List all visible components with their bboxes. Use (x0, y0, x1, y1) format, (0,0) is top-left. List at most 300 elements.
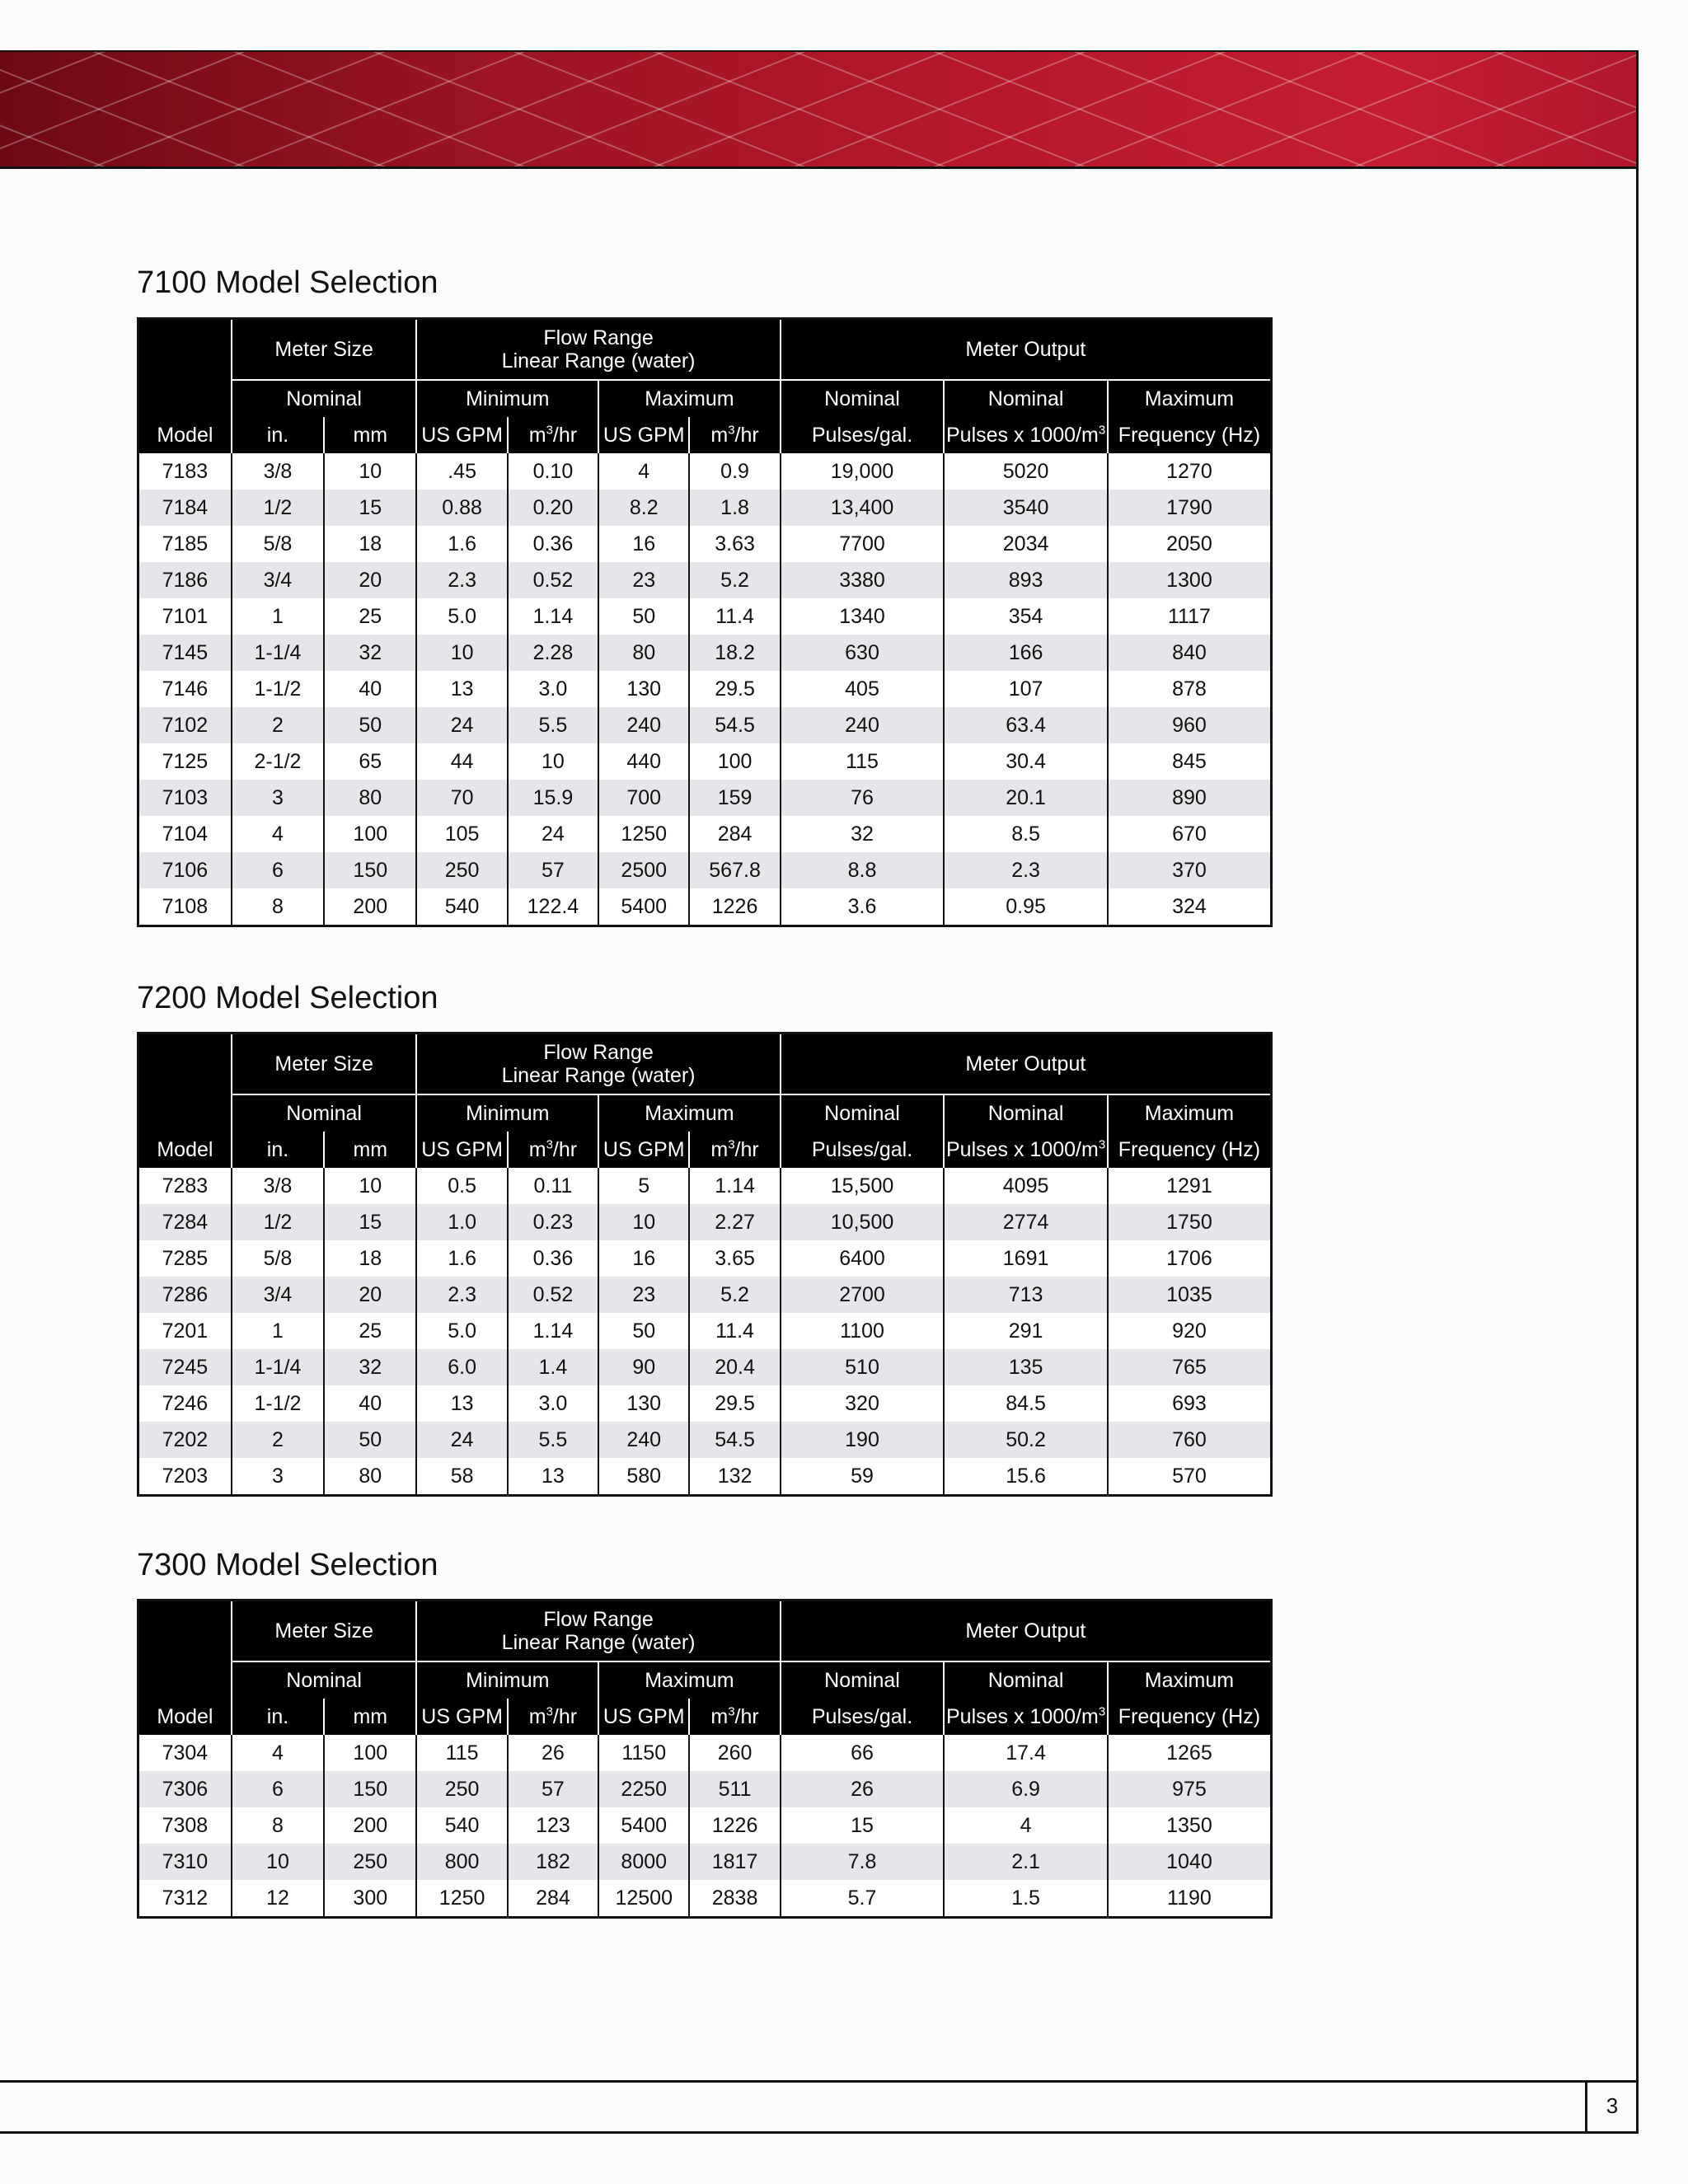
pulses-m3-cell: 15.6 (944, 1458, 1108, 1496)
pulses-m3-header: Pulses x $1000/m^3$ (944, 1699, 1108, 1735)
frequency-cell: 1265 (1108, 1735, 1272, 1771)
frequency-cell: 1270 (1108, 453, 1272, 490)
max-m3hr-cell: 1226 (689, 888, 780, 926)
model-cell: 7106 (138, 852, 232, 888)
min-gpm-header: US GPM (416, 1699, 507, 1735)
pulses-gal-cell: 115 (781, 743, 945, 780)
min-gpm-cell: 250 (416, 1771, 507, 1807)
frequency-cell: 1790 (1108, 490, 1272, 526)
pulses-m3-header: Pulses x $1000/m^3$ (944, 1132, 1108, 1168)
model-header-blank (138, 1661, 232, 1699)
max-gpm-header: US GPM (598, 1132, 689, 1168)
min-m3hr-cell: 0.52 (508, 1277, 598, 1313)
frequency-cell: 890 (1108, 780, 1272, 816)
pulses-m3-cell: 2.3 (944, 852, 1108, 888)
min-gpm-cell: 1.0 (416, 1204, 507, 1240)
min-gpm-cell: 10 (416, 635, 507, 671)
model-selection-table (137, 1599, 1273, 1919)
model-cell: 7203 (138, 1458, 232, 1496)
frequency-cell: 693 (1108, 1385, 1272, 1422)
model-cell: 7185 (138, 526, 232, 562)
pulses-gal-cell: 7.8 (781, 1844, 945, 1880)
min-gpm-header: US GPM (416, 417, 507, 453)
nominal-output-header: Nominal (781, 1094, 945, 1132)
pulses-gal-cell: 32 (781, 816, 945, 852)
pulses-m3-cell: 166 (944, 635, 1108, 671)
table-row (138, 743, 1272, 780)
pulses-gal-cell: 3380 (781, 562, 945, 598)
max-gpm-cell: 8.2 (598, 490, 689, 526)
frequency-cell: 840 (1108, 635, 1272, 671)
minimum-flow-header: Minimum (416, 380, 598, 417)
table-row (138, 526, 1272, 562)
max-gpm-cell: 23 (598, 1277, 689, 1313)
page-border-right (1636, 50, 1639, 2134)
model-cell: 7104 (138, 816, 232, 852)
pulses-m3-cell: 20.1 (944, 780, 1108, 816)
min-m3hr-cell: 0.23 (508, 1204, 598, 1240)
model-header: Model (138, 1699, 232, 1735)
min-gpm-cell: 1.6 (416, 1240, 507, 1277)
pulses-m3-cell: 30.4 (944, 743, 1108, 780)
pulses-gal-cell: 1100 (781, 1313, 945, 1349)
frequency-cell: 1040 (1108, 1844, 1272, 1880)
size-in-cell: 4 (232, 816, 324, 852)
max-m3hr-cell: 2838 (689, 1880, 780, 1918)
min-gpm-cell: 5.0 (416, 598, 507, 635)
pattern-line (0, 50, 107, 168)
size-mm-cell: 50 (324, 1422, 416, 1458)
nominal-output-header: Nominal (944, 1094, 1108, 1132)
size-in-cell: 1-1/4 (232, 1349, 324, 1385)
pulses-m3-cell: 63.4 (944, 707, 1108, 743)
max-m3hr-cell: 0.9 (689, 453, 780, 490)
frequency-cell: 878 (1108, 671, 1272, 707)
max-m3hr-cell: 260 (689, 1735, 780, 1771)
frequency-cell: 845 (1108, 743, 1272, 780)
model-cell: 7145 (138, 635, 232, 671)
pulses-gal-cell: 6400 (781, 1240, 945, 1277)
pulses-m3-cell: 1691 (944, 1240, 1108, 1277)
min-gpm-cell: 540 (416, 888, 507, 926)
size-in-cell: 3 (232, 1458, 324, 1496)
diamond-pattern (0, 50, 1639, 168)
min-gpm-cell: 6.0 (416, 1349, 507, 1385)
table-row (138, 1313, 1272, 1349)
max-gpm-header: US GPM (598, 417, 689, 453)
model-header: Model (138, 417, 232, 453)
min-gpm-cell: 24 (416, 707, 507, 743)
minimum-flow-header: Minimum (416, 1661, 598, 1699)
size-in-cell: 8 (232, 1807, 324, 1844)
frequency-cell: 2050 (1108, 526, 1272, 562)
max-m3hr-header: $m^3/hr$ (689, 417, 780, 453)
pattern-line (0, 50, 107, 168)
model-cell: 7125 (138, 743, 232, 780)
max-gpm-cell: 5400 (598, 888, 689, 926)
max-m3hr-cell: 18.2 (689, 635, 780, 671)
model-cell: 7306 (138, 1771, 232, 1807)
model-cell: 7246 (138, 1385, 232, 1422)
size-mm-cell: 200 (324, 1807, 416, 1844)
mm-header: mm (324, 417, 416, 453)
pulses-m3-cell: 0.95 (944, 888, 1108, 926)
size-in-cell: 1/2 (232, 490, 324, 526)
max-gpm-cell: 130 (598, 671, 689, 707)
maximum-output-header: Maximum (1108, 1094, 1272, 1132)
min-m3hr-cell: 15.9 (508, 780, 598, 816)
max-gpm-cell: 130 (598, 1385, 689, 1422)
table-row (138, 816, 1272, 852)
table-row (138, 453, 1272, 490)
max-m3hr-cell: 29.5 (689, 1385, 780, 1422)
table-row (138, 707, 1272, 743)
page-border-top (0, 50, 1639, 52)
model-header: Model (138, 1132, 232, 1168)
size-in-cell: 8 (232, 888, 324, 926)
nominal-size-header: Nominal (232, 1661, 417, 1699)
pulses-gal-cell: 1340 (781, 598, 945, 635)
pulses-gal-cell: 19,000 (781, 453, 945, 490)
max-gpm-cell: 240 (598, 707, 689, 743)
max-gpm-cell: 240 (598, 1422, 689, 1458)
max-gpm-cell: 5400 (598, 1807, 689, 1844)
model-cell: 7308 (138, 1807, 232, 1844)
min-m3hr-cell: 0.10 (508, 453, 598, 490)
model-cell: 7201 (138, 1313, 232, 1349)
min-gpm-cell: 1.6 (416, 526, 507, 562)
maximum-flow-header: Maximum (598, 380, 781, 417)
table-row (138, 780, 1272, 816)
model-selection-table (137, 1032, 1273, 1497)
max-m3hr-cell: 1817 (689, 1844, 780, 1880)
pulses-gal-cell: 8.8 (781, 852, 945, 888)
min-gpm-cell: 58 (416, 1458, 507, 1496)
max-gpm-cell: 16 (598, 1240, 689, 1277)
meter-size-header: Meter Size (232, 1601, 417, 1662)
pulses-m3-cell: 107 (944, 671, 1108, 707)
pulses-m3-cell: 8.5 (944, 816, 1108, 852)
max-gpm-cell: 2250 (598, 1771, 689, 1807)
pulses-m3-cell: 291 (944, 1313, 1108, 1349)
frequency-cell: 1291 (1108, 1168, 1272, 1204)
size-mm-cell: 250 (324, 1844, 416, 1880)
pulses-gal-header: Pulses/gal. (781, 417, 945, 453)
max-m3hr-cell: 132 (689, 1458, 780, 1496)
frequency-cell: 1750 (1108, 1204, 1272, 1240)
pulses-gal-cell: 2700 (781, 1277, 945, 1313)
nominal-size-header: Nominal (232, 1094, 417, 1132)
size-mm-cell: 65 (324, 743, 416, 780)
frequency-cell: 670 (1108, 816, 1272, 852)
min-m3hr-header: $m^3/hr$ (508, 1132, 598, 1168)
frequency-cell: 920 (1108, 1313, 1272, 1349)
model-cell: 7286 (138, 1277, 232, 1313)
pulses-m3-header: Pulses x $1000/m^3$ (944, 417, 1108, 453)
pulses-m3-cell: 354 (944, 598, 1108, 635)
min-gpm-cell: 1250 (416, 1880, 507, 1918)
pulses-gal-cell: 10,500 (781, 1204, 945, 1240)
pattern-line (1492, 50, 1639, 168)
size-in-cell: 2-1/2 (232, 743, 324, 780)
max-gpm-cell: 4 (598, 453, 689, 490)
table-row (138, 490, 1272, 526)
pattern-line (0, 50, 247, 168)
pulses-gal-cell: 59 (781, 1458, 945, 1496)
min-gpm-cell: 24 (416, 1422, 507, 1458)
size-in-cell: 3/4 (232, 1277, 324, 1313)
table-row (138, 852, 1272, 888)
table-row (138, 1735, 1272, 1771)
min-gpm-cell: .45 (416, 453, 507, 490)
min-m3hr-cell: 1.14 (508, 598, 598, 635)
size-mm-cell: 15 (324, 1204, 416, 1240)
table-row (138, 1458, 1272, 1496)
frequency-header: Frequency (Hz) (1108, 1699, 1272, 1735)
footer-rule-top (0, 2080, 1639, 2083)
max-m3hr-cell: 29.5 (689, 671, 780, 707)
max-m3hr-cell: 5.2 (689, 1277, 780, 1313)
flow-range-header (416, 1033, 780, 1095)
frequency-header: Frequency (Hz) (1108, 417, 1272, 453)
size-in-cell: 1 (232, 598, 324, 635)
min-m3hr-cell: 26 (508, 1735, 598, 1771)
min-m3hr-cell: 57 (508, 852, 598, 888)
pulses-gal-header: Pulses/gal. (781, 1699, 945, 1735)
min-m3hr-cell: 3.0 (508, 1385, 598, 1422)
model-header-blank (138, 1033, 232, 1095)
max-gpm-cell: 1250 (598, 816, 689, 852)
pulses-m3-cell: 893 (944, 562, 1108, 598)
table-row (138, 1168, 1272, 1204)
pulses-m3-cell: 3540 (944, 490, 1108, 526)
size-in-cell: 1 (232, 1313, 324, 1349)
size-in-cell: 2 (232, 1422, 324, 1458)
size-mm-cell: 15 (324, 490, 416, 526)
pattern-line (0, 50, 247, 168)
min-gpm-cell: 2.3 (416, 562, 507, 598)
size-mm-cell: 25 (324, 598, 416, 635)
meter-size-header: Meter Size (232, 1033, 417, 1095)
size-in-cell: 5/8 (232, 1240, 324, 1277)
max-m3hr-cell: 54.5 (689, 707, 780, 743)
model-cell: 7146 (138, 671, 232, 707)
size-mm-cell: 40 (324, 671, 416, 707)
banner-divider (0, 166, 1639, 169)
flow-range-label: Flow Range (543, 326, 654, 349)
min-gpm-cell: 44 (416, 743, 507, 780)
pulses-m3-cell: 4095 (944, 1168, 1108, 1204)
size-mm-cell: 100 (324, 816, 416, 852)
size-in-cell: 12 (232, 1880, 324, 1918)
min-m3hr-cell: 182 (508, 1844, 598, 1880)
max-m3hr-cell: 100 (689, 743, 780, 780)
table-row (138, 888, 1272, 926)
model-cell: 7304 (138, 1735, 232, 1771)
model-cell: 7183 (138, 453, 232, 490)
table-row (138, 1807, 1272, 1844)
flow-range-label: Flow Range (543, 1608, 654, 1631)
table-row (138, 1771, 1272, 1807)
size-in-cell: 1/2 (232, 1204, 324, 1240)
meter-output-header: Meter Output (781, 1601, 1272, 1662)
inch-header: in. (232, 1132, 324, 1168)
min-gpm-header: US GPM (416, 1132, 507, 1168)
frequency-cell: 760 (1108, 1422, 1272, 1458)
section-title: 7200 Model Selection (137, 981, 438, 1015)
pulses-m3-cell: 4 (944, 1807, 1108, 1844)
table-row (138, 598, 1272, 635)
max-gpm-cell: 12500 (598, 1880, 689, 1918)
max-m3hr-cell: 567.8 (689, 852, 780, 888)
min-m3hr-cell: 2.28 (508, 635, 598, 671)
pulses-m3-cell: 50.2 (944, 1422, 1108, 1458)
size-in-cell: 3/8 (232, 1168, 324, 1204)
frequency-cell: 960 (1108, 707, 1272, 743)
model-header-blank (138, 380, 232, 417)
model-cell: 7103 (138, 780, 232, 816)
inch-header: in. (232, 417, 324, 453)
frequency-header: Frequency (Hz) (1108, 1132, 1272, 1168)
model-cell: 7108 (138, 888, 232, 926)
max-m3hr-cell: 1226 (689, 1807, 780, 1844)
table-row (138, 635, 1272, 671)
size-mm-cell: 20 (324, 1277, 416, 1313)
max-m3hr-cell: 11.4 (689, 598, 780, 635)
model-cell: 7101 (138, 598, 232, 635)
min-gpm-cell: 5.0 (416, 1313, 507, 1349)
max-gpm-cell: 50 (598, 598, 689, 635)
mm-header: mm (324, 1699, 416, 1735)
max-gpm-cell: 80 (598, 635, 689, 671)
max-m3hr-header: $m^3/hr$ (689, 1699, 780, 1735)
table-row (138, 1204, 1272, 1240)
linear-range-label: Linear Range (water) (501, 1631, 696, 1654)
min-m3hr-cell: 13 (508, 1458, 598, 1496)
min-m3hr-cell: 122.4 (508, 888, 598, 926)
size-mm-cell: 80 (324, 1458, 416, 1496)
frequency-cell: 1350 (1108, 1807, 1272, 1844)
mm-header: mm (324, 1132, 416, 1168)
pulses-m3-cell: 2.1 (944, 1844, 1108, 1880)
frequency-cell: 370 (1108, 852, 1272, 888)
max-m3hr-cell: 1.14 (689, 1168, 780, 1204)
table-row (138, 1349, 1272, 1385)
max-m3hr-cell: 20.4 (689, 1349, 780, 1385)
max-gpm-cell: 50 (598, 1313, 689, 1349)
nominal-size-header: Nominal (232, 380, 417, 417)
size-in-cell: 1-1/2 (232, 671, 324, 707)
table-row (138, 671, 1272, 707)
max-m3hr-cell: 54.5 (689, 1422, 780, 1458)
frequency-cell: 570 (1108, 1458, 1272, 1496)
flow-range-label: Flow Range (543, 1041, 654, 1064)
min-m3hr-cell: 10 (508, 743, 598, 780)
max-m3hr-cell: 159 (689, 780, 780, 816)
min-m3hr-cell: 0.36 (508, 1240, 598, 1277)
size-in-cell: 1-1/4 (232, 635, 324, 671)
pulses-m3-cell: 713 (944, 1277, 1108, 1313)
size-mm-cell: 50 (324, 707, 416, 743)
pulses-gal-cell: 240 (781, 707, 945, 743)
min-m3hr-cell: 0.36 (508, 526, 598, 562)
max-m3hr-cell: 5.2 (689, 562, 780, 598)
maximum-output-header: Maximum (1108, 1661, 1272, 1699)
min-m3hr-cell: 57 (508, 1771, 598, 1807)
max-gpm-cell: 23 (598, 562, 689, 598)
pulses-gal-cell: 510 (781, 1349, 945, 1385)
size-mm-cell: 150 (324, 1771, 416, 1807)
max-gpm-cell: 16 (598, 526, 689, 562)
min-gpm-cell: 0.88 (416, 490, 507, 526)
model-cell: 7284 (138, 1204, 232, 1240)
max-gpm-cell: 10 (598, 1204, 689, 1240)
min-gpm-cell: 250 (416, 852, 507, 888)
max-gpm-cell: 700 (598, 780, 689, 816)
nominal-output-header: Nominal (944, 380, 1108, 417)
max-gpm-cell: 90 (598, 1349, 689, 1385)
inch-header: in. (232, 1699, 324, 1735)
pulses-gal-cell: 66 (781, 1735, 945, 1771)
page-number: 3 (1606, 2093, 1619, 2118)
size-mm-cell: 80 (324, 780, 416, 816)
min-gpm-cell: 105 (416, 816, 507, 852)
pulses-m3-cell: 2774 (944, 1204, 1108, 1240)
min-gpm-cell: 70 (416, 780, 507, 816)
table-row (138, 1240, 1272, 1277)
flow-range-header (416, 1601, 780, 1662)
pulses-gal-cell: 76 (781, 780, 945, 816)
table-row (138, 1422, 1272, 1458)
model-cell: 7202 (138, 1422, 232, 1458)
size-in-cell: 5/8 (232, 526, 324, 562)
table-row (138, 1880, 1272, 1918)
max-m3hr-cell: 3.63 (689, 526, 780, 562)
size-mm-cell: 25 (324, 1313, 416, 1349)
model-cell: 7186 (138, 562, 232, 598)
model-selection-table (137, 317, 1273, 927)
min-gpm-cell: 2.3 (416, 1277, 507, 1313)
meter-size-header: Meter Size (232, 319, 417, 381)
model-cell: 7312 (138, 1880, 232, 1918)
size-mm-cell: 20 (324, 562, 416, 598)
min-m3hr-cell: 0.52 (508, 562, 598, 598)
maximum-flow-header: Maximum (598, 1094, 781, 1132)
pulses-gal-cell: 630 (781, 635, 945, 671)
footer-rule-bottom (0, 2131, 1639, 2134)
size-mm-cell: 200 (324, 888, 416, 926)
size-in-cell: 3 (232, 780, 324, 816)
pulses-m3-cell: 5020 (944, 453, 1108, 490)
pulses-gal-cell: 190 (781, 1422, 945, 1458)
size-in-cell: 3/8 (232, 453, 324, 490)
min-gpm-cell: 13 (416, 671, 507, 707)
pattern-line (1492, 50, 1639, 168)
nominal-output-header: Nominal (781, 1661, 945, 1699)
meter-output-header: Meter Output (781, 1033, 1272, 1095)
size-mm-cell: 300 (324, 1880, 416, 1918)
min-gpm-cell: 0.5 (416, 1168, 507, 1204)
min-m3hr-cell: 123 (508, 1807, 598, 1844)
max-m3hr-cell: 11.4 (689, 1313, 780, 1349)
min-gpm-cell: 800 (416, 1844, 507, 1880)
model-header-blank (138, 1601, 232, 1662)
max-gpm-cell: 1150 (598, 1735, 689, 1771)
nominal-output-header: Nominal (944, 1661, 1108, 1699)
pulses-gal-cell: 7700 (781, 526, 945, 562)
pulses-gal-header: Pulses/gal. (781, 1132, 945, 1168)
pulses-gal-cell: 13,400 (781, 490, 945, 526)
